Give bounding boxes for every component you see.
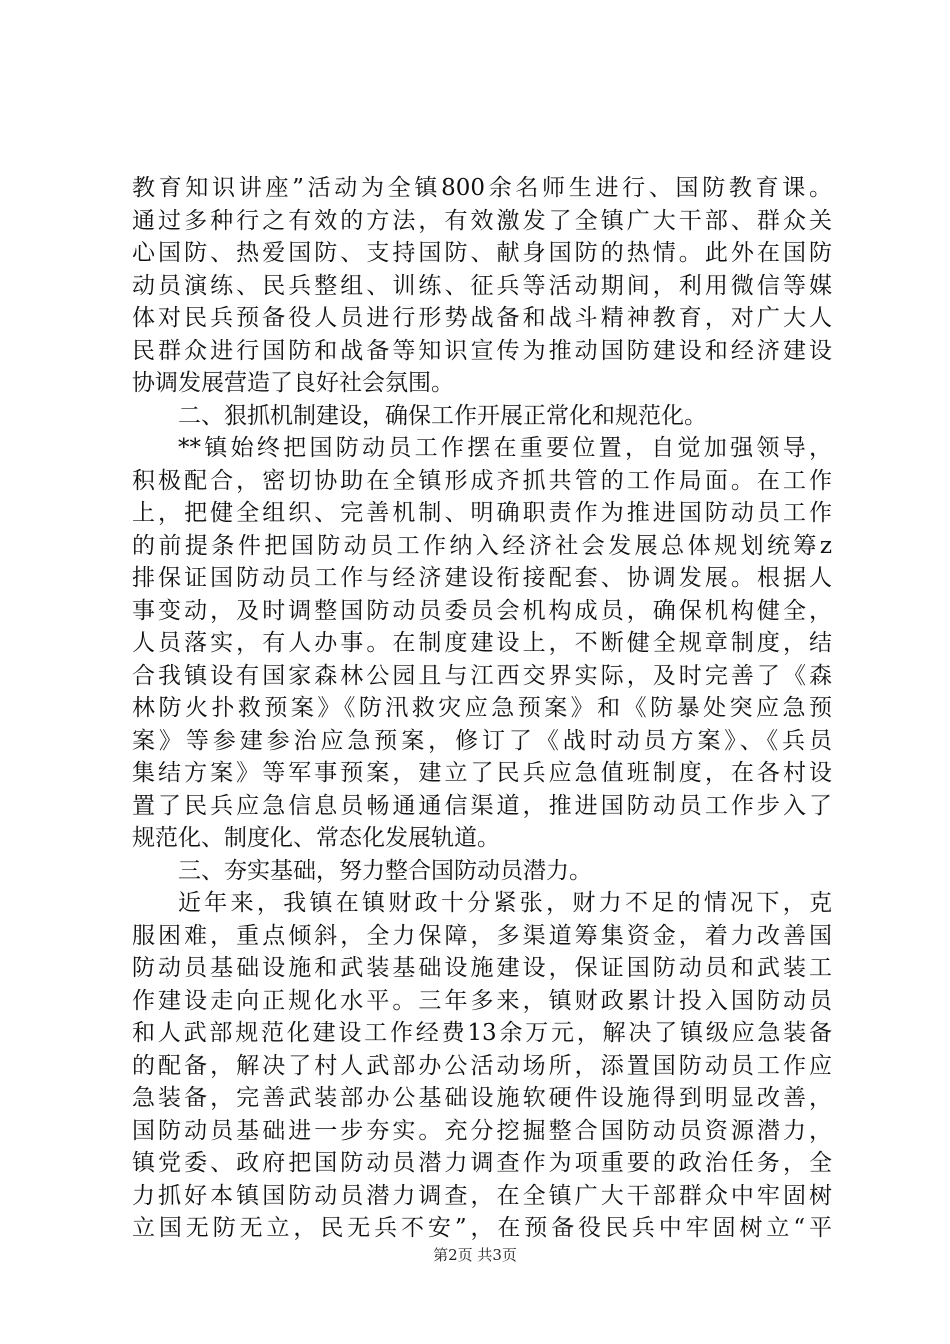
text-line: 事变动，及时调整国防动员委员会机构成员，确保机构健全， xyxy=(132,597,832,624)
text-line: 通过多种行之有效的方法，有效激发了全镇广大干部、群众关 xyxy=(132,207,832,234)
text-line: 协调发展营造了良好社会氛围。 xyxy=(132,370,454,396)
text-line: 作建设走向正规化水平。三年多来，镇财政累计投入国防动员 xyxy=(132,987,832,1014)
text-line: 镇党委、政府把国防动员潜力调查作为项重要的政治任务，全 xyxy=(132,1150,832,1176)
text-line: 二、狠抓机制建设，确保工作开展正常化和规范化。 xyxy=(178,402,707,429)
text-line: 规范化、制度化、常态化发展轨道。 xyxy=(132,825,500,851)
text-line: 心国防、热爱国防、支持国防、献身国防的热情。此外在国防 xyxy=(132,240,832,266)
text-line: 林防火扑救预案》《防汛救灾应急预案》和《防暴处突应急预 xyxy=(132,695,832,721)
text-line: 案》等参建参治应急预案，修订了《战时动员方案》、《兵员 xyxy=(132,727,832,754)
page-footer: 第2页 共3页 xyxy=(433,1246,517,1264)
text-line: 上，把健全组织、完善机制、明确职责作为推进国防动员工作 xyxy=(132,500,832,526)
text-line: 民群众进行国防和战备等知识宣传为推动国防建设和经济建设 xyxy=(132,337,832,364)
document-body xyxy=(132,172,832,1245)
text-line: 动员演练、民兵整组、训练、征兵等活动期间，利用微信等媒 xyxy=(132,272,832,299)
text-line: 置了民兵应急信息员畅通通信渠道，推进国防动员工作步入了 xyxy=(132,792,832,819)
text-line: 防动员基础设施和武装基础设施建设，保证国防动员和武装工 xyxy=(132,955,832,981)
text-line: 合我镇设有国家森林公园且与江西交界实际，及时完善了《森 xyxy=(132,662,832,689)
text-line: 体对民兵预备役人员进行形势战备和战斗精神教育，对广大人 xyxy=(132,305,832,331)
text-line: 立国无防无立，民无兵不安”，在预备役民兵中牢固树立“平 xyxy=(132,1215,832,1241)
text-line: 力抓好本镇国防动员潜力调查，在全镇广大干部群众中牢固树 xyxy=(132,1182,832,1209)
text-line: 服困难，重点倾斜，全力保障，多渠道筹集资金，着力改善国 xyxy=(132,922,832,949)
text-line: 排保证国防动员工作与经济建设衔接配套、协调发展。根据人 xyxy=(132,565,832,591)
text-line: 集结方案》等军事预案，建立了民兵应急值班制度，在各村设 xyxy=(132,760,832,786)
text-line: 国防动员基础进一步夯实。充分挖掘整合国防动员资源潜力， xyxy=(132,1117,832,1144)
text-line: 和人武部规范化建设工作经费13余万元，解决了镇级应急装备 xyxy=(132,1020,832,1046)
text-line: 急装备，完善武装部办公基础设施软硬件设施得到明显改善， xyxy=(132,1085,832,1111)
text-line: 人员落实，有人办事。在制度建设上，不断健全规章制度，结 xyxy=(132,630,832,656)
text-line: 的前提条件把国防动员工作纳入经济社会发展总体规划统筹z xyxy=(132,532,832,559)
text-line: 近年来，我镇在镇财政十分紧张，财力不足的情况下，克 xyxy=(178,890,832,916)
text-line: **镇始终把国防动员工作摆在重要位置，自觉加强领导， xyxy=(178,435,832,461)
text-line: 三、夯实基础，努力整合国防动员潜力。 xyxy=(178,857,592,884)
text-line: 积极配合，密切协助在全镇形成齐抓共管的工作局面。在工作 xyxy=(132,467,832,494)
text-line: 的配备，解决了村人武部办公活动场所，添置国防动员工作应 xyxy=(132,1052,832,1079)
text-line: 教育知识讲座”活动为全镇800余名师生进行、国防教育课。 xyxy=(132,175,832,201)
